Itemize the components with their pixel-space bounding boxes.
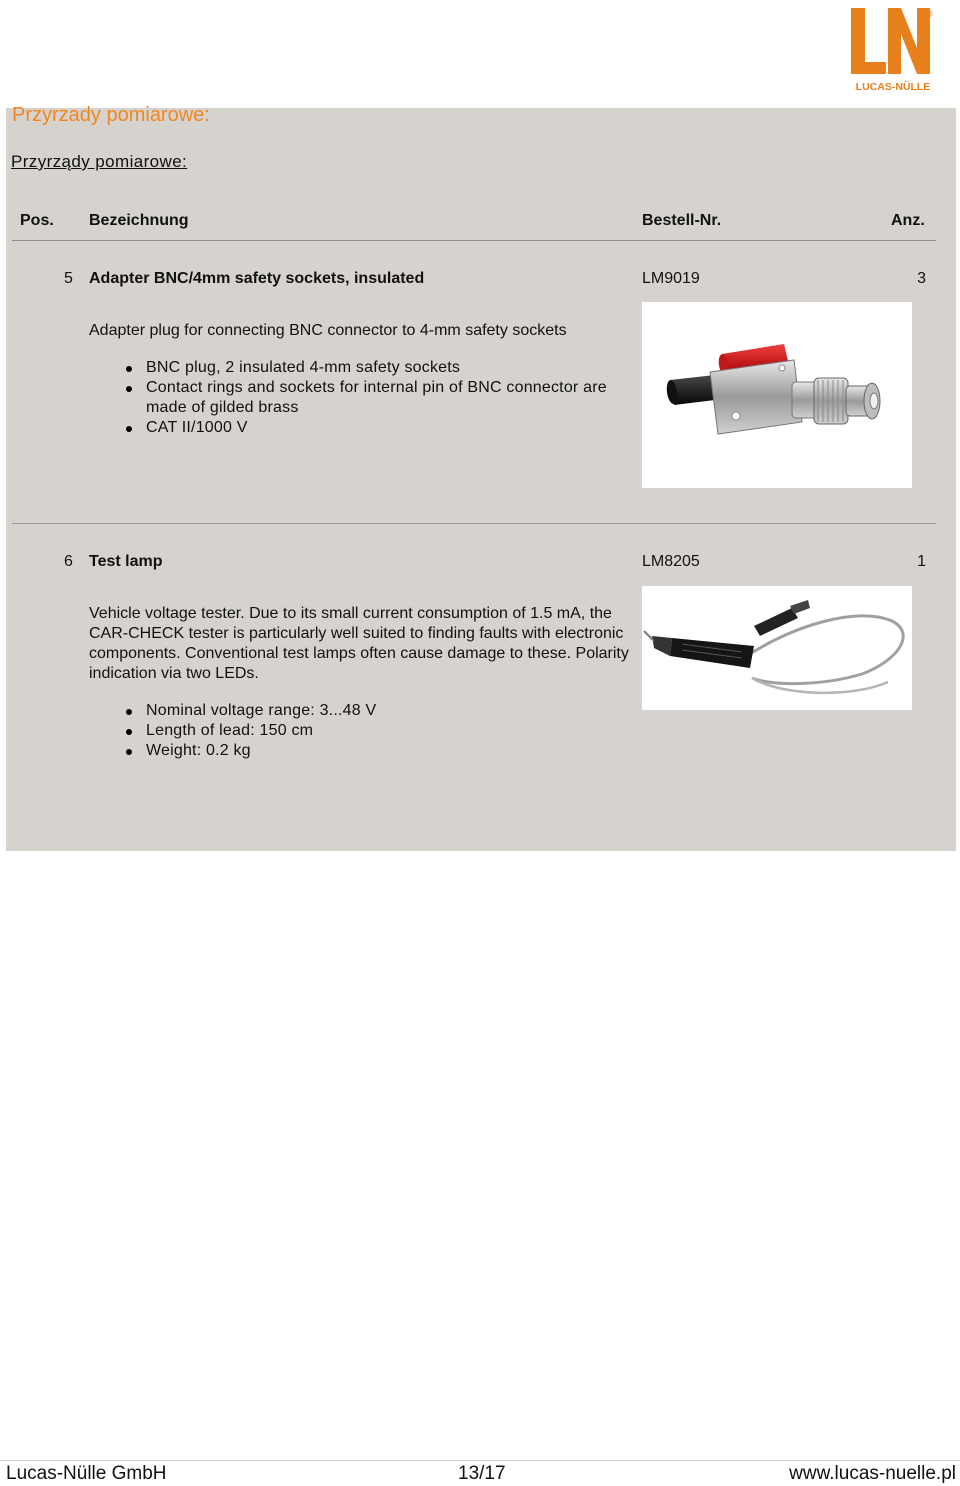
footer-page-number: 13/17: [458, 1463, 506, 1484]
bnc-adapter-photo: [642, 302, 912, 488]
header-qty: Anz.: [891, 212, 925, 229]
item-name: Adapter BNC/4mm safety sockets, insulated: [89, 270, 425, 287]
item-code: LM8205: [642, 553, 700, 570]
svg-text:LUCAS-NÜLLE: LUCAS-NÜLLE: [855, 81, 931, 93]
item-description: Vehicle voltage tester. Due to its small current consumption of 1.5 mA, the CAR-CHECK tester is particularly well suited to finding faults with electronic components. Conventional test lamps often cause damage to these. Polarity indication via two LEDs.: [89, 605, 629, 682]
footer-company: Lucas-Nülle GmbH: [6, 1463, 167, 1484]
test-lamp-icon: [642, 586, 912, 710]
header-pos: Pos.: [20, 212, 54, 229]
item-qty: 3: [917, 270, 926, 287]
item-pos: 5: [64, 270, 73, 287]
section-title: Przyrządy pomiarowe:: [11, 152, 188, 171]
item-name: Test lamp: [89, 553, 163, 570]
lucas-nuelle-logo: [848, 4, 938, 94]
header-divider: [12, 240, 936, 241]
section-heading: Przyrzady pomiarowe:: [12, 104, 210, 126]
feature-item: BNC plug, 2 insulated 4-mm safety sockets: [89, 358, 629, 378]
test-lamp-photo: [642, 586, 912, 710]
footer-website: www.lucas-nuelle.pl: [789, 1463, 956, 1484]
item-feature-list: [89, 358, 629, 438]
item-pos: 6: [64, 553, 73, 570]
feature-item: CAT II/1000 V: [89, 418, 629, 438]
item-code: LM9019: [642, 270, 700, 287]
feature-item: Weight: 0.2 kg: [89, 741, 629, 761]
header-code: Bestell-Nr.: [642, 212, 722, 229]
item-qty: 1: [917, 553, 926, 570]
feature-item: Length of lead: 150 cm: [89, 721, 629, 741]
svg-text:®: ®: [926, 9, 933, 19]
footer-divider: [0, 1460, 960, 1461]
feature-item: Nominal voltage range: 3...48 V: [89, 701, 629, 721]
item-divider: [12, 523, 936, 524]
header-name: Bezeichnung: [89, 212, 189, 229]
item-description: Adapter plug for connecting BNC connector to 4-mm safety sockets: [89, 322, 567, 339]
feature-item: Contact rings and sockets for internal pin of BNC connector are made of gilded brass: [89, 378, 629, 418]
bnc-adapter-icon: [642, 302, 912, 488]
item-feature-list: [89, 701, 629, 761]
ln-logo-icon: [848, 4, 938, 94]
